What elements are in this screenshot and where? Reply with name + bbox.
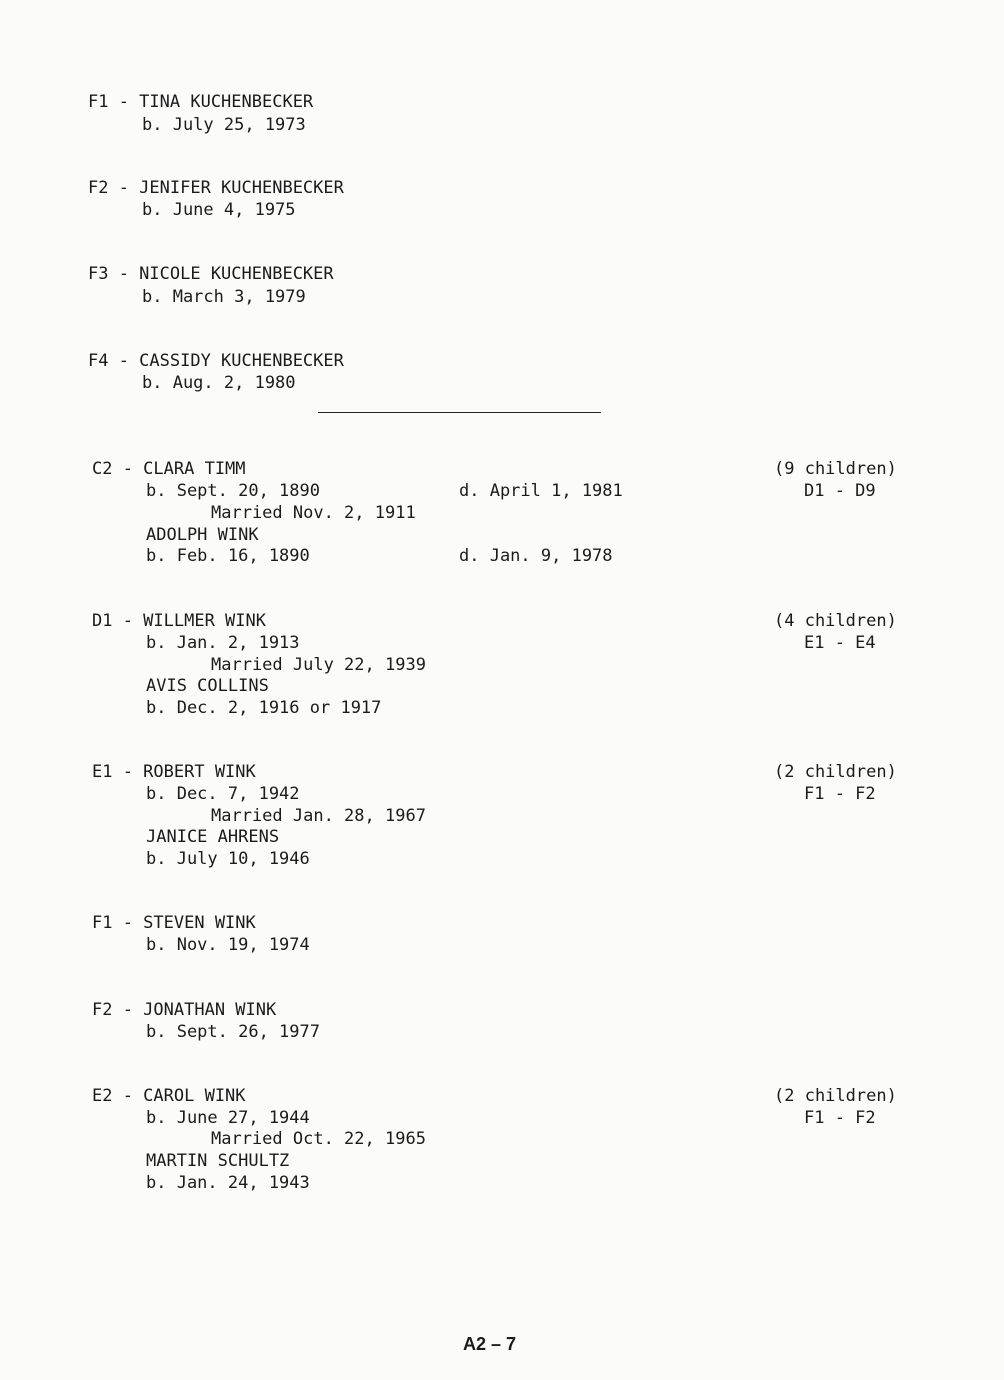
d1-married: Married July 22, 1939 bbox=[211, 655, 426, 675]
f1-steven-birth: b. Nov. 19, 1974 bbox=[146, 935, 310, 955]
e1-spouse-birth: b. July 10, 1946 bbox=[146, 849, 310, 869]
d1-heading: D1 - WILLMER WINK bbox=[92, 611, 266, 631]
c2-spouse: ADOLPH WINK bbox=[146, 525, 259, 545]
f2-jonathan-birth: b. Sept. 26, 1977 bbox=[146, 1022, 320, 1042]
f2-jonathan-heading: F2 - JONATHAN WINK bbox=[92, 1000, 277, 1020]
e2-spouse-birth: b. Jan. 24, 1943 bbox=[146, 1173, 310, 1193]
d1-spouse-birth: b. Dec. 2, 1916 or 1917 bbox=[146, 698, 382, 718]
e1-married: Married Jan. 28, 1967 bbox=[211, 806, 426, 826]
entry-f1-tina-name: F1 - TINA KUCHENBECKER bbox=[88, 92, 314, 112]
c2-married: Married Nov. 2, 1911 bbox=[211, 503, 416, 523]
entry-f3-nicole-name: F3 - NICOLE KUCHENBECKER bbox=[88, 264, 334, 284]
c2-death: d. April 1, 1981 bbox=[459, 481, 623, 501]
c2-birth: b. Sept. 20, 1890 bbox=[146, 481, 320, 501]
entry-f1-tina-birth: b. July 25, 1973 bbox=[142, 115, 306, 135]
entry-f2-jenifer-birth: b. June 4, 1975 bbox=[142, 200, 296, 220]
entry-f4-cassidy-name: F4 - CASSIDY KUCHENBECKER bbox=[88, 351, 344, 371]
e1-heading: E1 - ROBERT WINK bbox=[92, 762, 256, 782]
entry-f4-cassidy-birth: b. Aug. 2, 1980 bbox=[142, 373, 296, 393]
entry-f3-nicole-birth: b. March 3, 1979 bbox=[142, 287, 306, 307]
page-number: A2 – 7 bbox=[463, 1334, 517, 1354]
entry-f2-jenifer-name: F2 - JENIFER KUCHENBECKER bbox=[88, 178, 344, 198]
e2-spouse: MARTIN SCHULTZ bbox=[146, 1151, 290, 1171]
d1-children-count: (4 children) bbox=[774, 611, 897, 631]
d1-birth: b. Jan. 2, 1913 bbox=[146, 633, 300, 653]
c2-children-count: (9 children) bbox=[774, 459, 897, 479]
e2-birth: b. June 27, 1944 bbox=[146, 1108, 310, 1128]
f1-steven-heading: F1 - STEVEN WINK bbox=[92, 913, 256, 933]
c2-spouse-birth: b. Feb. 16, 1890 bbox=[146, 546, 310, 566]
e2-children-range: F1 - F2 bbox=[804, 1108, 876, 1128]
c2-spouse-death: d. Jan. 9, 1978 bbox=[459, 546, 613, 566]
e2-children-count: (2 children) bbox=[774, 1086, 897, 1106]
c2-heading: C2 - CLARA TIMM bbox=[92, 459, 246, 479]
section-divider bbox=[318, 412, 601, 413]
e1-children-range: F1 - F2 bbox=[804, 784, 876, 804]
d1-spouse: AVIS COLLINS bbox=[146, 676, 269, 696]
d1-children-range: E1 - E4 bbox=[804, 633, 876, 653]
e1-children-count: (2 children) bbox=[774, 762, 897, 782]
e2-married: Married Oct. 22, 1965 bbox=[211, 1129, 426, 1149]
e1-spouse: JANICE AHRENS bbox=[146, 827, 280, 847]
e2-heading: E2 - CAROL WINK bbox=[92, 1086, 246, 1106]
c2-children-range: D1 - D9 bbox=[804, 481, 876, 501]
e1-birth: b. Dec. 7, 1942 bbox=[146, 784, 300, 804]
